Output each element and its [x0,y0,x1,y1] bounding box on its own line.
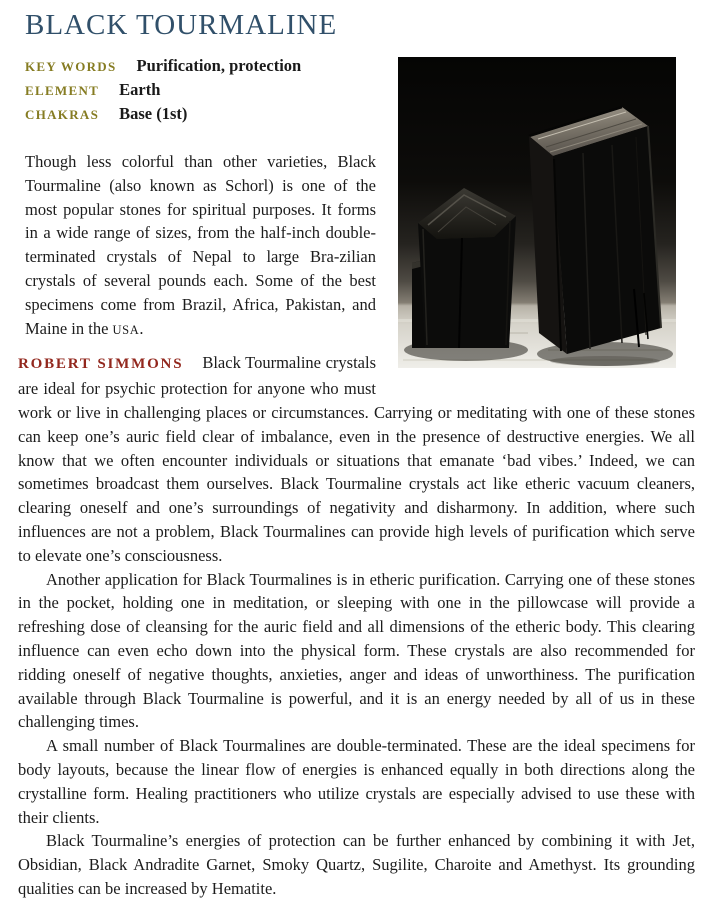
simmons-paragraph-1 [18,351,695,567]
black-tourmaline-photo [398,57,676,368]
element-value: Earth [119,80,161,99]
chakras-label: CHAKRAS [25,107,100,122]
key-words-value: Purification, protection [136,56,302,75]
key-words-label: KEY WORDS [25,59,117,74]
simmons-paragraph-1-text: Black Tourmaline crystals are ideal for psychic protection for anyone who must work or live in challenging places or circumstances. Carrying or meditating with one of these stones can keep one’s auric field clear of imbalance, even in the presence of destructive energies. We all know that we often encounter individuals or situations that emanate ‘bad vibes.’ Indeed, we can sometimes broadcast them ourselves. Black Tourmaline crystals act like etheric vacuum cleaners, clearing oneself and one’s surroundings of negativity and disharmony. In addition, where such influences are not a problem, Black Tourmalines can provide high levels of purification which serve to elevate one’s consciousness. [18,353,695,565]
simmons-paragraph-2: Another application for Black Tourmalines is in etheric purification. Carrying one of these stones in the pocket, holding one in meditation, or sleeping with one in the pillowcase will provide a refreshing dose of cleansing for the auric field and all dimensions of the etheric body. This clearing influence can even echo down into the physical form. These crystals are also recommended for ridding oneself of negative thoughts, anxieties, anger and ideas of unworthiness. The purification available through Black Tourmaline is powerful, and it is an energy needed by all of us in these challenging times. [18,569,695,732]
author-label: ROBERT SIMMONS [18,356,184,373]
simmons-paragraph-3: A small number of Black Tourmalines are double-terminated. These are the ideal specimens for body layouts, because the linear flow of energies is enhanced equally in both directions along the crystalline form. Healing practitioners who utilize crystals are especially advised to use these with their clients. [18,736,695,827]
chakras-value: Base (1st) [119,104,188,123]
intro-text-end: . [139,318,144,338]
simmons-paragraph-4: Black Tourmaline’s energies of protection can be further enhanced by combining it with Jet, Obsidian, Black Andradite Garnet, Smoky Quartz, Sugilite, Charoite and Amethyst. Its grounding qualities can be increased by Hematite. [18,831,695,898]
intro-text: Though less colorful than other varieties, Black Tourmaline (also known as Schorl) is one of the most popular stones for spiritual purposes. It forms in a wide range of sizes, from the half-inch double-terminated crystals of Nepal to large Bra-zilian crystals of several pounds each. Some of the best specimens come from Brazil, Africa, Pakistan, and Maine in the [25,152,376,338]
usa-smallcaps: USA [112,322,140,337]
page-title: BLACK TOURMALINE [25,9,338,41]
crystal-photo-illustration [398,57,676,368]
element-label: ELEMENT [25,83,100,98]
right-crystal [529,107,661,354]
